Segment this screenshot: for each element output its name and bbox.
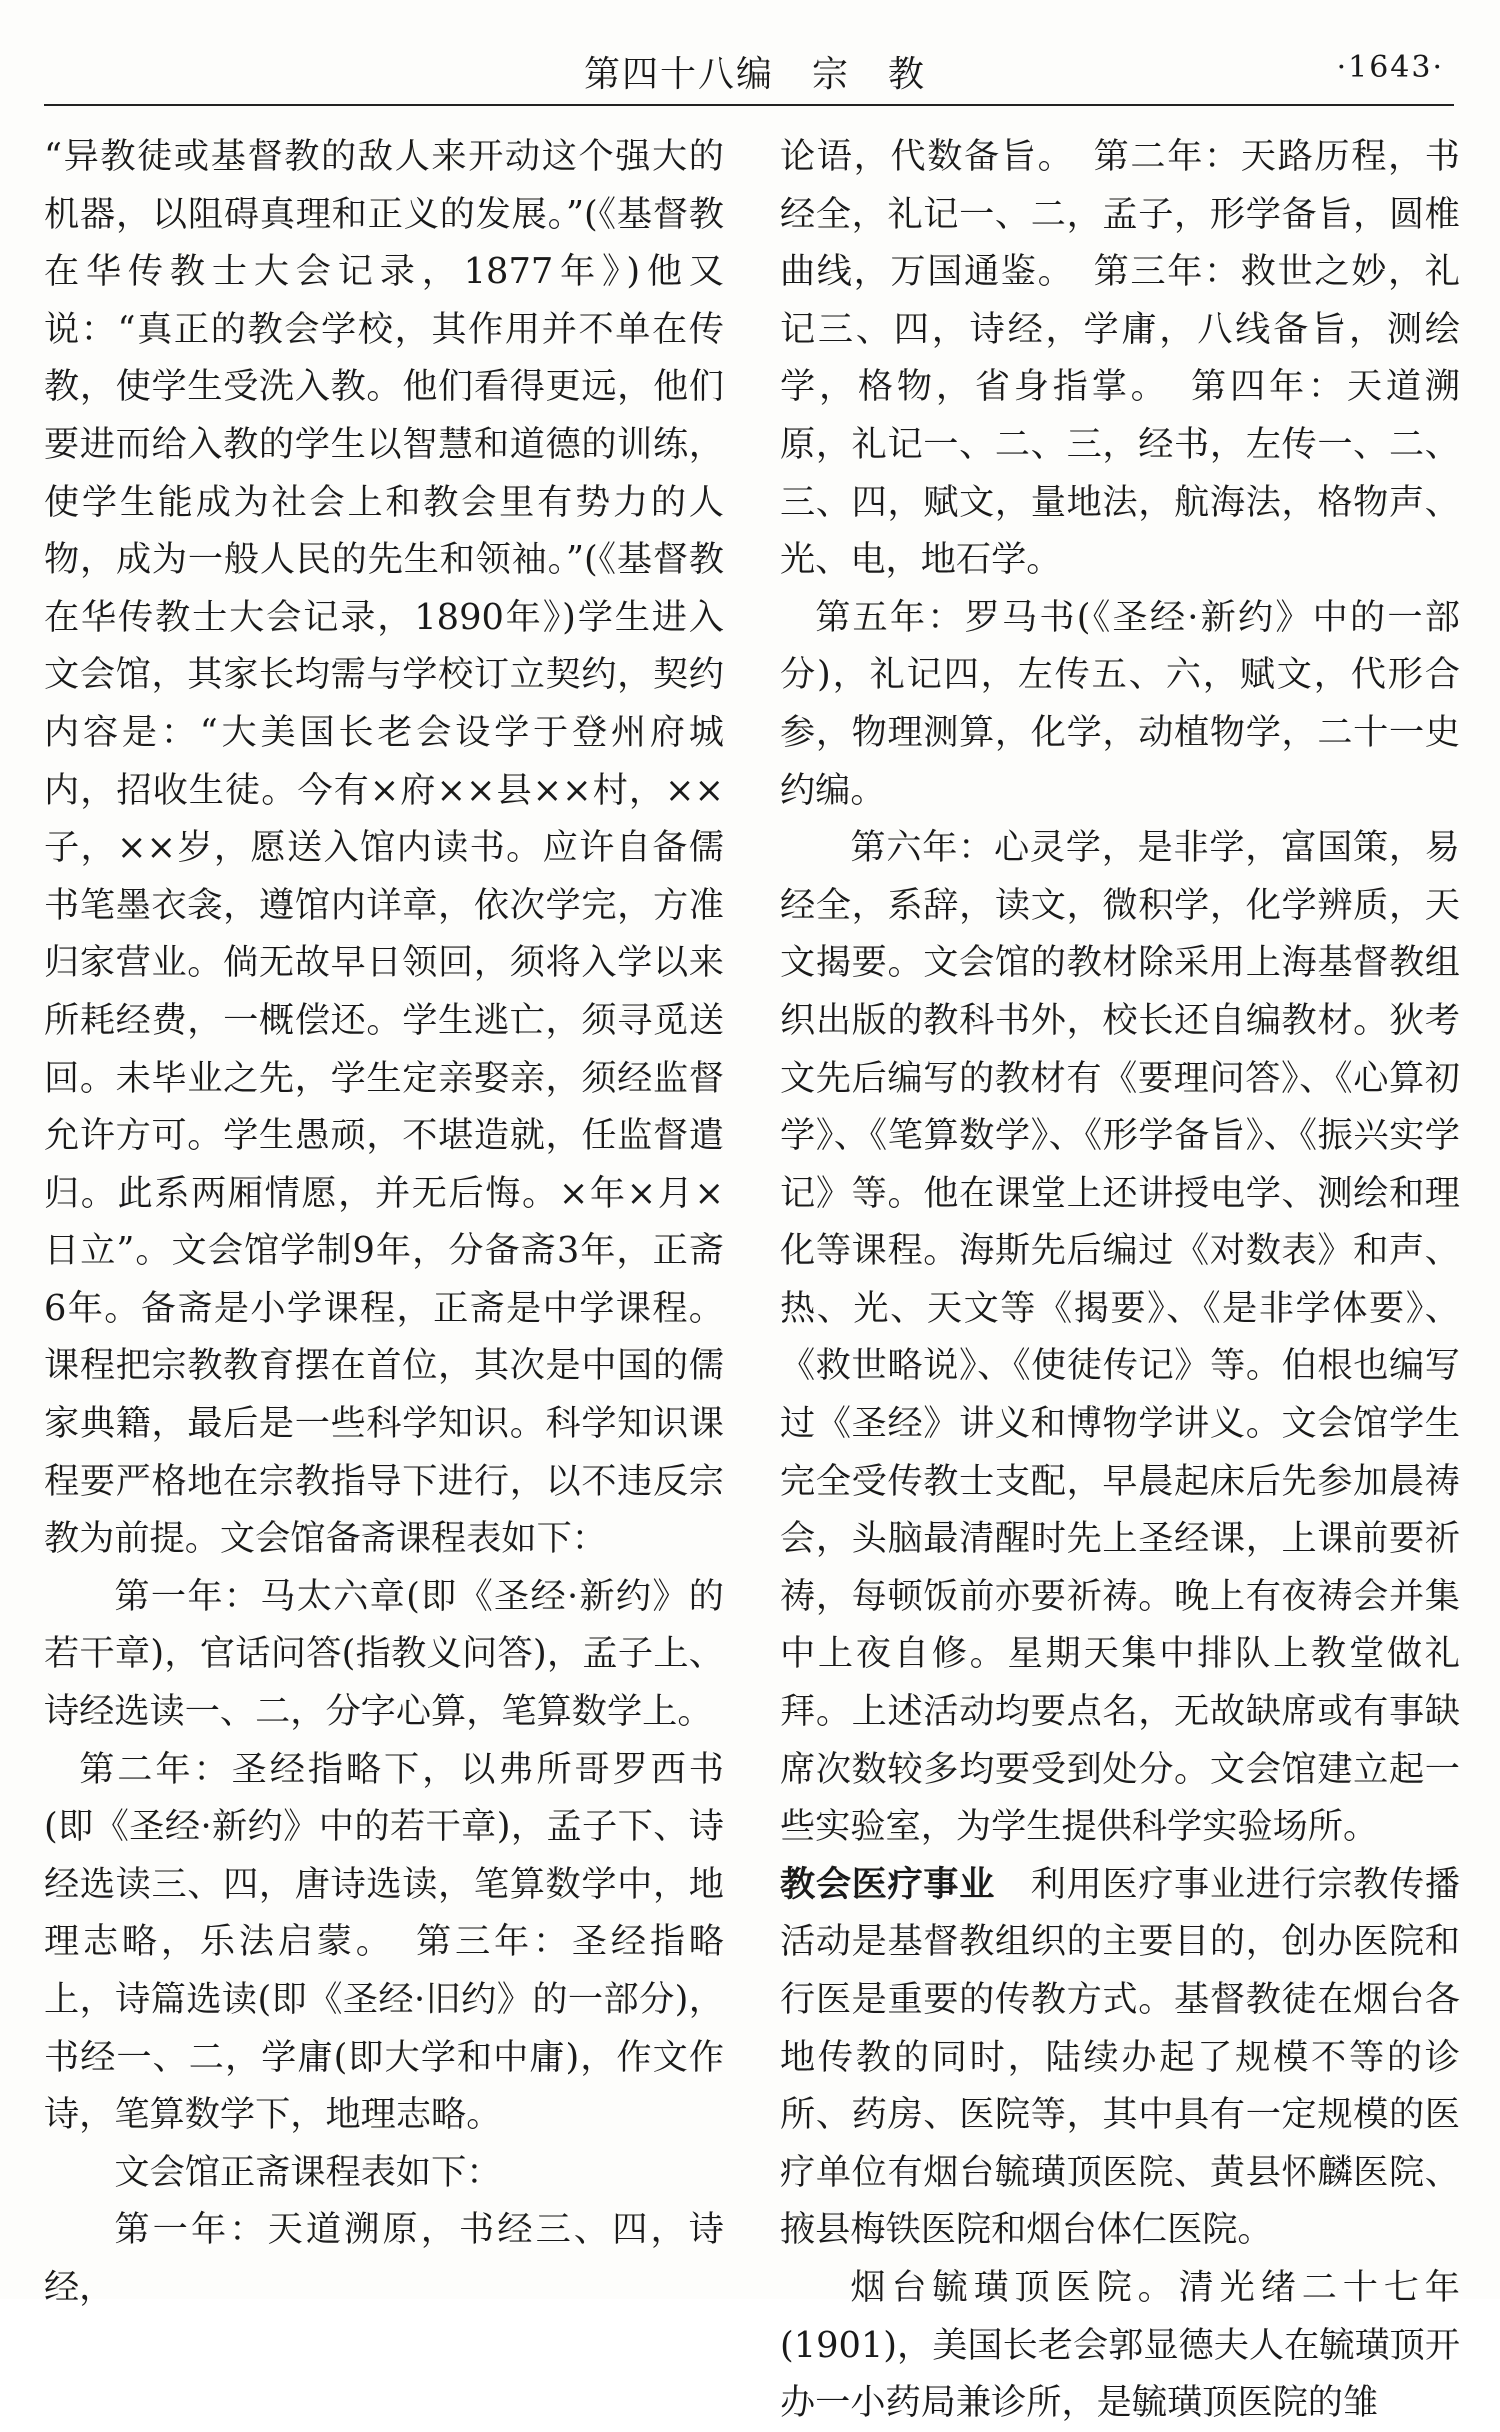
section-paragraph [780,1856,1460,2259]
right-column [780,128,1460,2432]
paragraph: 第二年：圣经指略下，以弗所哥罗西书(即《圣经·新约》中的若干章)，孟子下、诗经选读三、四，唐诗选读，笔算数学中，地理志略，乐法启蒙。 第三年：圣经指略上，诗篇选读(即《圣经·旧约》的一部分)，书经一、二，学庸(即大学和中庸)，作文作诗，笔算数学下，地理志略。 [44,1748,724,2136]
page-number: ·1643· [1336,50,1444,85]
left-column [44,128,724,2317]
paragraph: 第一年：天道溯原，书经三、四，诗经， [44,2209,724,2308]
paragraph: 论语，代数备旨。 第二年：天路历程，书经全，礼记一、二，孟子，形学备旨，圆椎曲线，万国通鉴。 第三年：救世之妙，礼记三、四，诗经，学庸，八线备旨，测绘学，格物，省身指掌。 第四年：天道溯原，礼记一、二、三，经书，左传一、二、三、四，赋文，量地法，航海法，格物声、光、电，地石学。 [780,136,1460,581]
chapter-title: 第四十八编 宗 教 [584,54,927,95]
paragraph: 文会馆正斋课程表如下： [114,2151,502,2193]
paragraph: 第一年：马太六章(即《圣经·新约》的若干章)，官话问答(指教义问答)，孟子上、诗经选读一、二，分字心算，笔算数学上。 [44,1575,724,1733]
section-body: 利用医疗事业进行宗教传播活动是基督教组织的主要目的，创办医院和行医是重要的传教方式。基督教徒在烟台各地传教的同时，陆续办起了规模不等的诊所、药房、医院等，其中具有一定规模的医疗单位有烟台毓璜顶医院、黄县怀麟医院、掖县梅铁医院和烟台体仁医院。 [780,1863,1460,2251]
running-header [44,40,1454,106]
paragraph: 第六年：心灵学，是非学，富国策，易经全，系辞，读文，微积学，化学辨质，天文揭要。文会馆的教材除采用上海基督教组织出版的教科书外，校长还自编教材。狄考文先后编写的教材有《要理问答》、《心算初学》、《笔算数学》、《形学备旨》、《振兴实学记》等。他在课堂上还讲授电学、测绘和理化等课程。海斯先后编过《对数表》和声、热、光、天文等《揭要》、《是非学体要》、《救世略说》、《使徒传记》等。伯根也编写过《圣经》讲义和博物学讲义。文会馆学生完全受传教士支配，早晨起床后先参加晨祷会，头脑最清醒时先上圣经课，上课前要祈祷，每顿饭前亦要祈祷。晚上有夜祷会并集中上夜自修。星期天集中排队上教堂做礼拜。上述活动均要点名，无故缺席或有事缺席次数较多均要受到处分。文会馆建立起一些实验室，为学生提供科学实验场所。 [780,827,1460,1848]
section-heading: 教会医疗事业 [780,1863,995,1905]
paragraph: 第五年：罗马书(《圣经·新约》中的一部分)，礼记四，左传五、六，赋文，代形合参，物理测算，化学，动植物学，二十一史约编。 [780,596,1460,811]
paragraph: “异教徒或基督教的敌人来开动这个强大的机器，以阻碍真理和正义的发展。”(《基督教在华传教士大会记录，1877年》)他又说：“真正的教会学校，其作用并不单在传教，使学生受洗入教。他们看得更远，他们要进而给入教的学生以智慧和道德的训练，使学生能成为社会上和教会里有势力的人物，成为一般人民的先生和领袖。”(《基督教在华传教士大会记录，1890年》)学生进入文会馆，其家长均需与学校订立契约，契约内容是：“大美国长老会设学于登州府城内，招收生徒。今有×府××县××村，××子，××岁，愿送入馆内读书。应许自备儒书笔墨衣衾，遵馆内详章，依次学完，方准归家营业。倘无故早日领回，须将入学以来所耗经费，一概偿还。学生逃亡，须寻觅送回。未毕业之先，学生定亲娶亲，须经监督允许方可。学生愚顽，不堪造就，任监督遣归。此系两厢情愿，并无后悔。×年×月×日立”。文会馆学制9年，分备斋3年，正斋6年。备斋是小学课程，正斋是中学课程。课程把宗教教育摆在首位，其次是中国的儒家典籍，最后是一些科学知识。科学知识课程要严格地在宗教指导下进行，以不违反宗教为前提。文会馆备斋课程表如下： [44,136,724,1560]
paragraph: 烟台毓璜顶医院。清光绪二十七年(1901)，美国长老会郭显德夫人在毓璜顶开办一小药局兼诊所，是毓璜顶医院的雏 [780,2266,1461,2424]
